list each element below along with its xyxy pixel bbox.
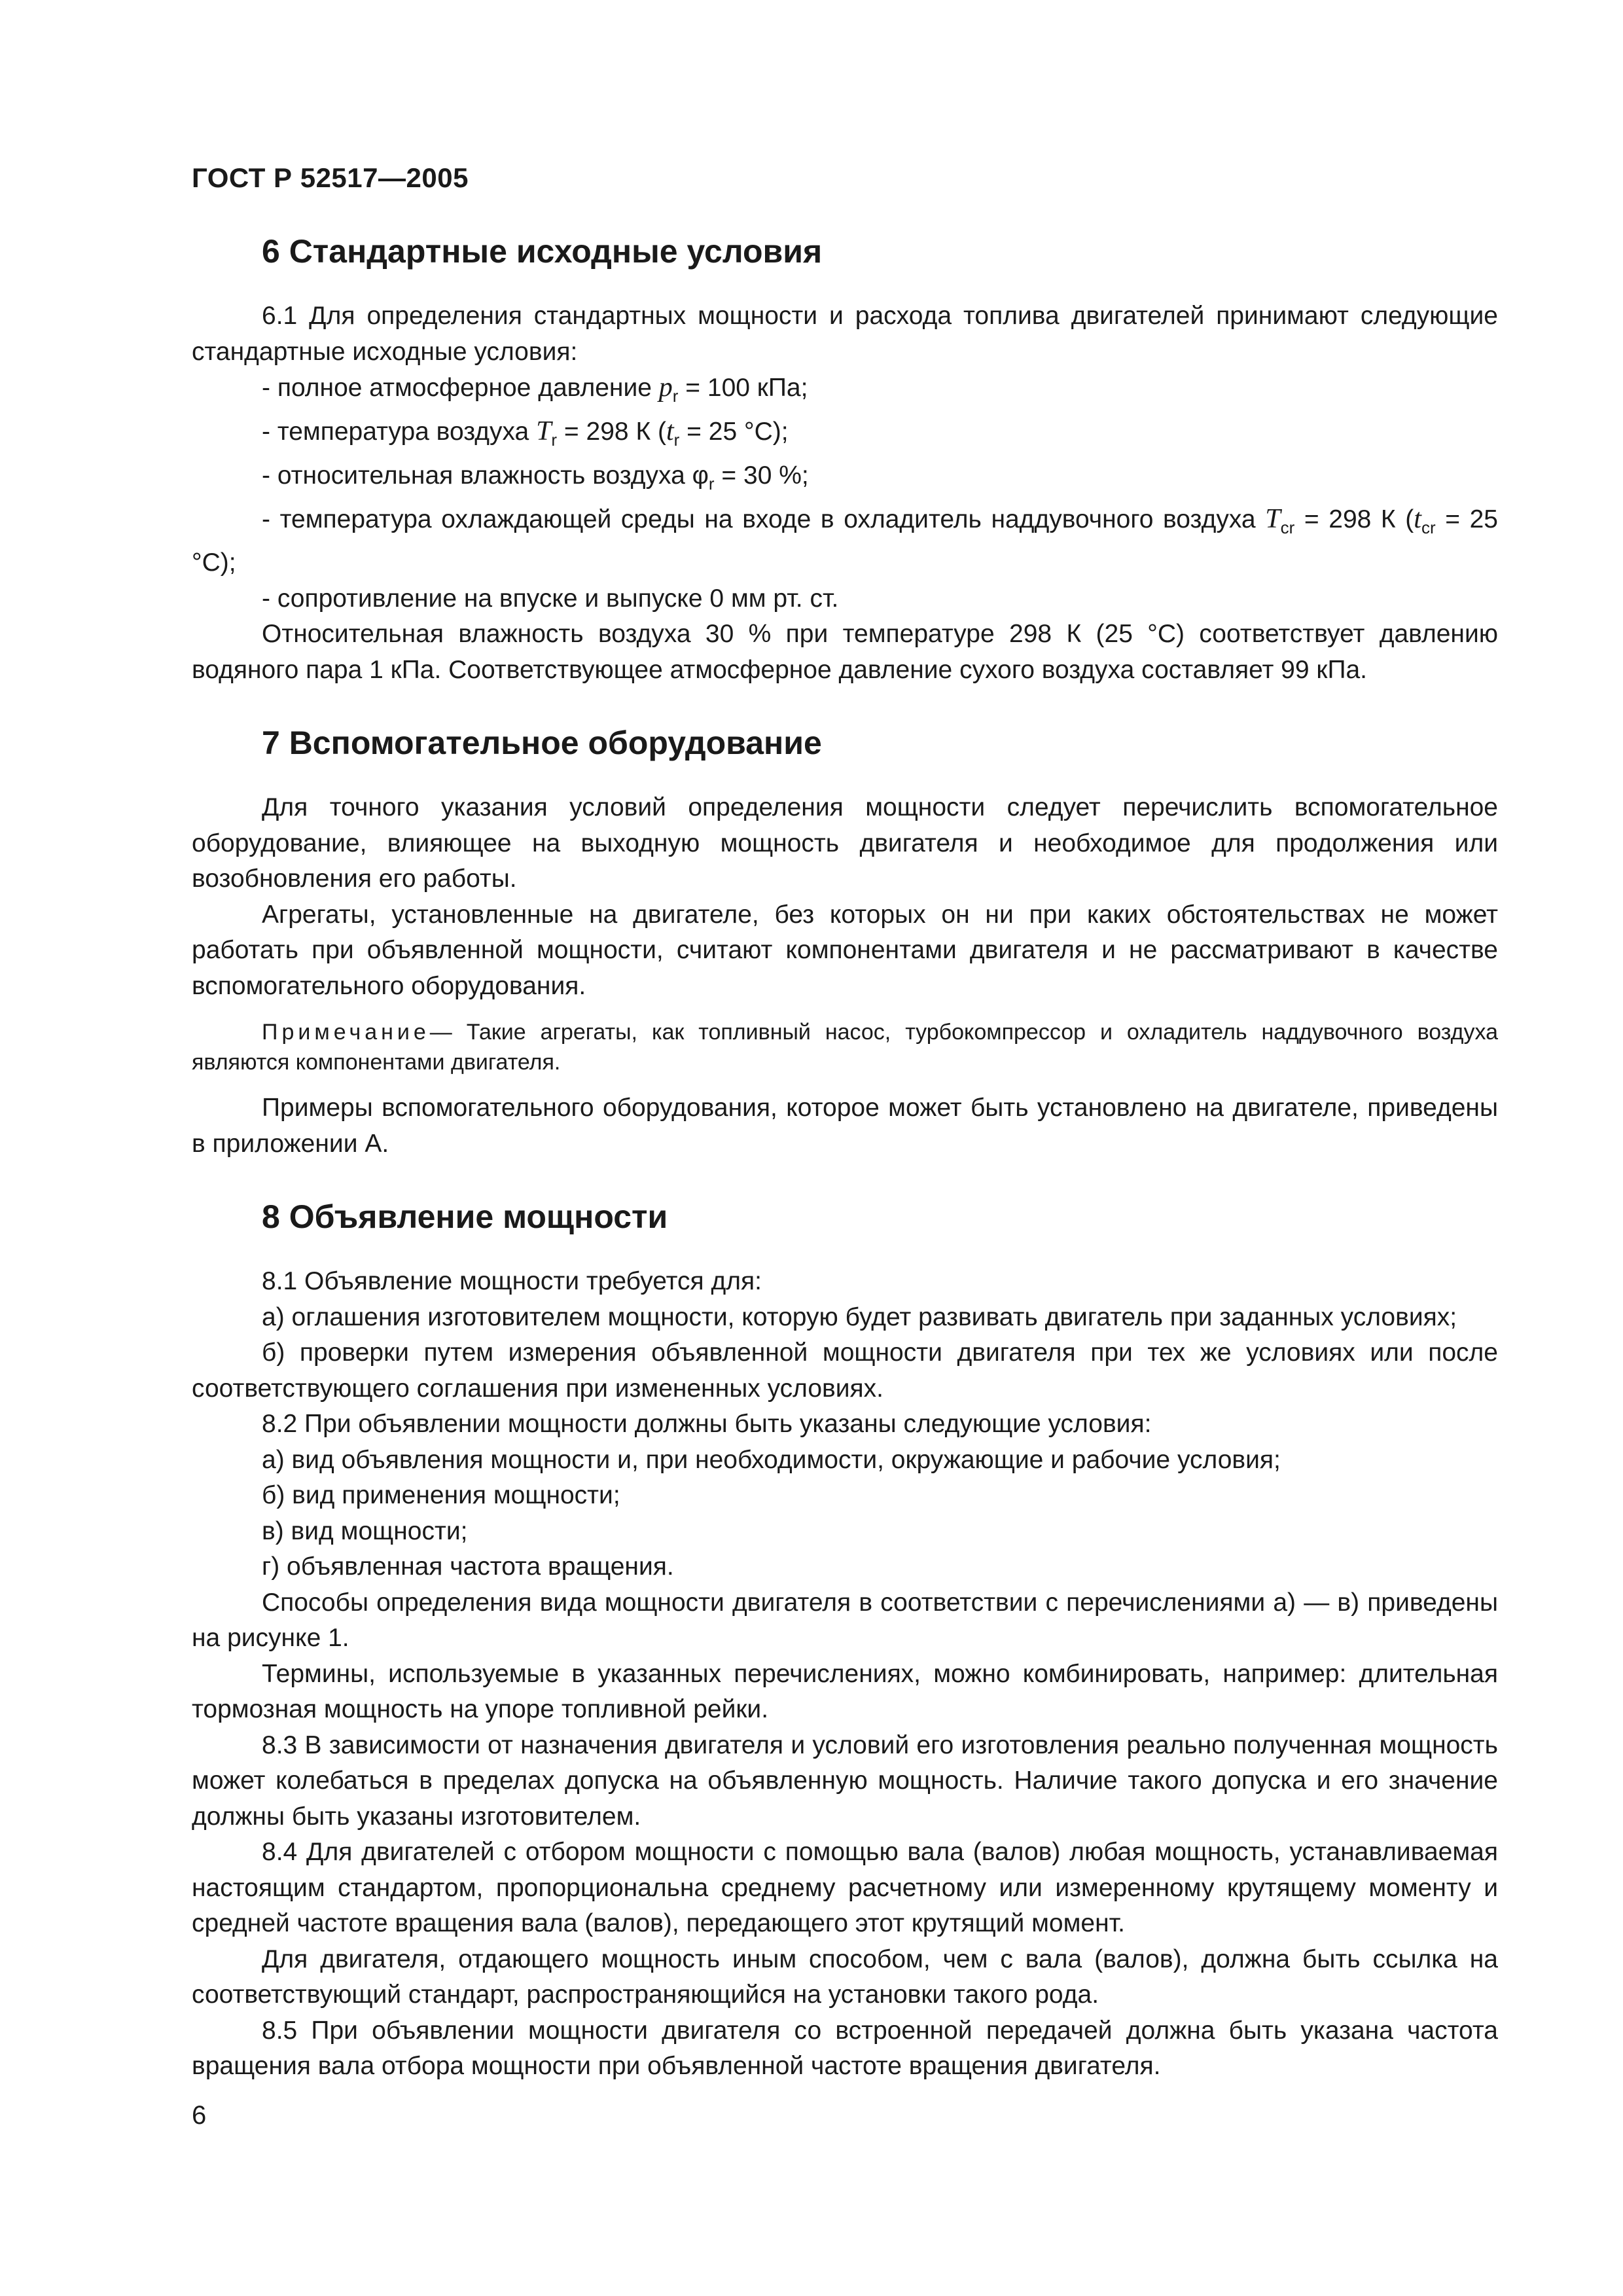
condition-humidity: - относительная влажность воздуха $\varphi_r = 30$ %;	[262, 461, 809, 493]
section-8-4-paragraph: 8.4 Для двигателей с отбором мощности с помощью вала (валов) любая мощность, устанавливаемая настоящим стандартом, пропорциональна среднему расчетному или измеренному крутящему моменту и средней частоте вращения вала (валов), передающего этот крутящий момент.	[192, 1838, 1498, 1938]
section-8-1-item-a: а) оглашения изготовителем мощности, которую будет развивать двигатель при заданных условиях;	[262, 1302, 1457, 1331]
section-6-title: 6 Стандартные исходные условия	[262, 233, 823, 270]
note-text: — Такие агрегаты, как топливный насос, турбокомпрессор и охладитель наддувочного воздуха являются компонентами двигателя.	[192, 1020, 1498, 1075]
section-8-3-paragraph: 8.3 В зависимости от назначения двигателя и условий его изготовления реально полученная мощность может колебаться в пределах допуска на объявленную мощность. Наличие такого допуска и его значение должны быть указаны изготовителем.	[192, 1731, 1498, 1831]
section-8-2-paragraph: 8.2 При объявлении мощности должны быть указаны следующие условия:	[262, 1410, 1152, 1439]
section-7-paragraph-2: Агрегаты, установленные на двигателе, без которых он ни при каких обстоятельствах не может работать при объявленной мощности, считают компонентами двигателя и не рассматривают в качестве вспомогательного оборудования.	[192, 900, 1498, 1000]
symbol-tcr: t	[1414, 503, 1421, 534]
section-8-terms-paragraph: Термины, используемые в указанных перечислениях, можно комбинировать, например: длительная тормозная мощность на упоре топливной рейки.	[192, 1659, 1498, 1724]
note-label: Примечание	[262, 1020, 430, 1045]
section-6-humidity-paragraph: Относительная влажность воздуха 30 % при температуре 298 К (25 °С) соответствует давлению водяного пара 1 кПа. Соответствующее атмосферное давление сухого воздуха составляет 99 кПа.	[192, 620, 1498, 684]
section-8-title: 8 Объявление мощности	[262, 1198, 668, 1236]
condition-air-temperature: - температура воздуха $T_r = 298$ К ($t_r = 25$ °С);	[262, 416, 789, 450]
page-number: 6	[192, 2101, 207, 2130]
section-8-2-item-a: а) вид объявления мощности и, при необходимости, окружающие и рабочие условия;	[262, 1445, 1281, 1474]
section-8-2-item-g: г) объявленная частота вращения.	[262, 1552, 674, 1581]
section-8-2-item-v: в) вид мощности;	[262, 1516, 468, 1545]
section-6-1-paragraph: 6.1 Для определения стандартных мощности и расхода топлива двигателей принимают следующие стандартные исходные условия:	[192, 302, 1498, 366]
condition-resistance: - сопротивление на впуске и выпуске 0 мм рт. ст.	[262, 584, 839, 613]
document-header: ГОСТ Р 52517—2005	[192, 162, 469, 193]
symbol-p: p	[658, 372, 673, 403]
section-8-5-paragraph: 8.5 При объявлении мощности двигателя со встроенной передачей должна быть указана частота вращения вала отбора мощности при объявленной частоте вращения двигателя.	[192, 2016, 1498, 2081]
symbol-Tcr: T	[1265, 503, 1281, 534]
section-7-paragraph-1: Для точного указания условий определения мощности следует перечислить вспомогательное оборудование, влияющее на выходную мощность двигателя и необходимое для продолжения или возобновления его работы.	[192, 793, 1498, 893]
condition-pressure: - полное атмосферное давление $p_r = 100$ кПа;	[262, 372, 808, 406]
section-8-methods-paragraph: Способы определения вида мощности двигателя в соответствии с перечислениями а) — в) приведены на рисунке 1.	[192, 1588, 1498, 1653]
section-8-1-paragraph: 8.1 Объявление мощности требуется для:	[262, 1267, 762, 1296]
section-8-2-item-b: б) вид применения мощности;	[262, 1481, 620, 1510]
section-7-title: 7 Вспомогательное оборудование	[262, 725, 822, 762]
condition-coolant-temperature: - температура охлаждающей среды на входе в охладитель наддувочного воздуха $T_{cr} = 298$ К ($t_{cr} = 25$ °С);	[192, 503, 1498, 577]
section-7-note	[192, 1017, 1498, 1077]
symbol-t: t	[666, 416, 674, 447]
section-8-4-other-paragraph: Для двигателя, отдающего мощность иным способом, чем с вала (валов), должна быть ссылка на соответствующий стандарт, распространяющийся на установки такого рода.	[192, 1945, 1498, 2009]
section-7-paragraph-3: Примеры вспомогательного оборудования, которое может быть установлено на двигателе, приведены в приложении А.	[192, 1094, 1498, 1158]
document-body	[192, 230, 1498, 2085]
symbol-T: T	[536, 416, 552, 447]
section-8-1-item-b: б) проверки путем измерения объявленной мощности двигателя при тех же условиях или после соответствующего соглашения при измененных условиях.	[192, 1338, 1498, 1403]
